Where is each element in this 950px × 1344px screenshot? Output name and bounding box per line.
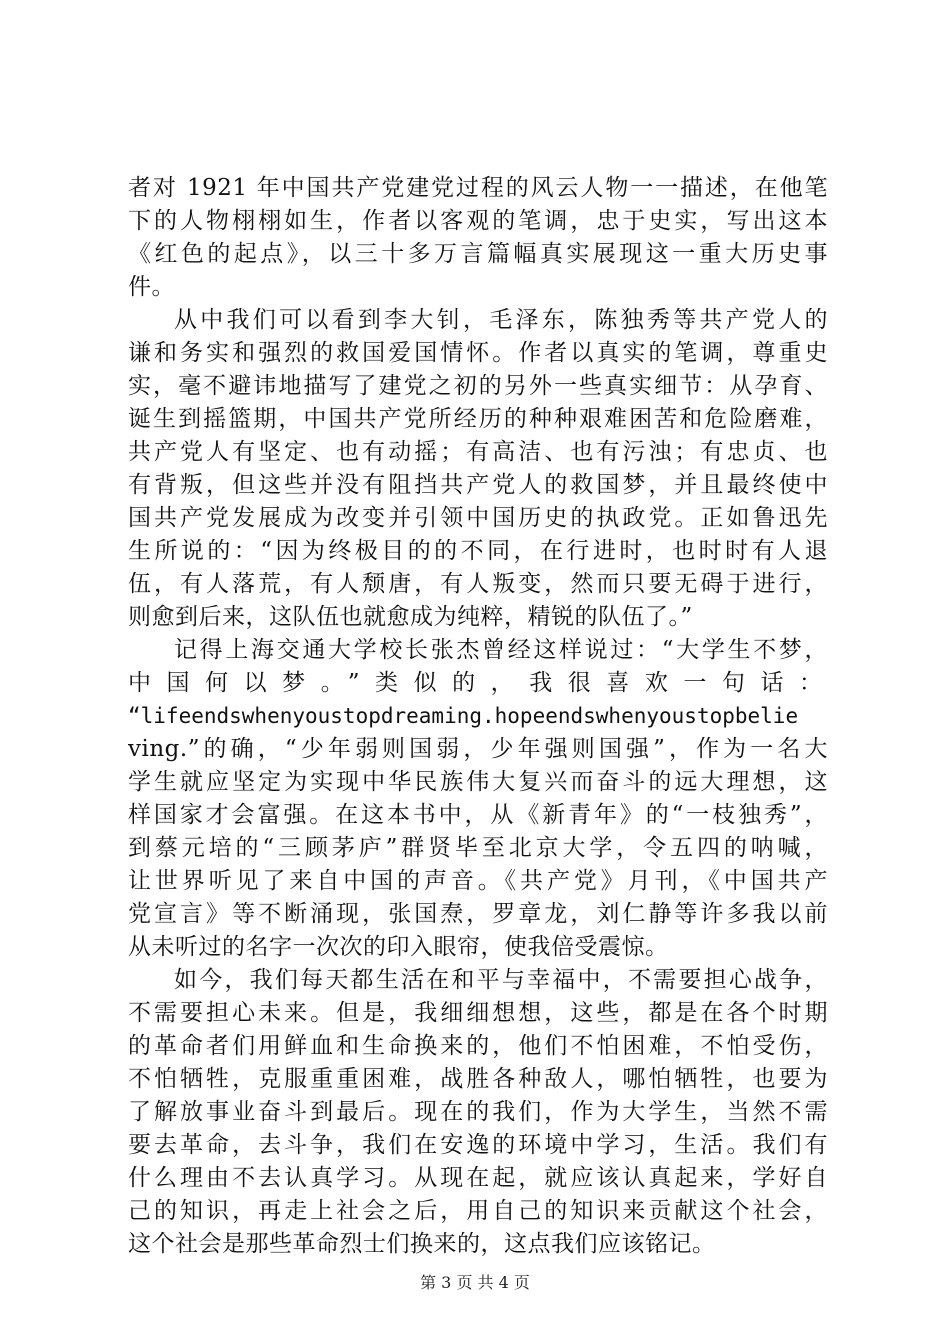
paragraph-2 — [128, 304, 828, 634]
text-line: 者对 1921 年中国共产党建党过程的风云人物一一描述，在他笔 — [128, 175, 828, 201]
text-line: 有背叛，但这些并没有阻挡共产党人的救国梦，并且最终使中 — [128, 472, 828, 498]
text-line: 国共产党发展成为改变并引领中国历史的执政党。正如鲁迅先 — [128, 505, 828, 531]
text-line: 诞生到摇篮期，中国共产党所经历的种种艰难困苦和危险磨难， — [128, 406, 828, 432]
paragraph-4 — [128, 964, 828, 1261]
text-line: 如今，我们每天都生活在和平与幸福中，不需要担心战争， — [174, 967, 828, 993]
paragraph-3 — [128, 634, 828, 964]
text-line: 不需要担心未来。但是，我细细想想，这些，都是在各个时期 — [128, 1000, 828, 1026]
text-line: 样国家才会富强。在这本书中，从《新青年》的“一枝独秀”， — [128, 802, 828, 828]
text-line: 到蔡元培的“三顾茅庐”群贤毕至北京大学，令五四的呐喊， — [128, 835, 828, 861]
text-line: 的革命者们用鲜血和生命换来的，他们不怕困难，不怕受伤， — [128, 1033, 828, 1059]
text-line: 这个社会是那些革命烈士们换来的，这点我们应该铭记。 — [128, 1231, 716, 1257]
text-line: 从未听过的名字一次次的印入眼帘，使我倍受震惊。 — [128, 934, 669, 960]
text-line: 要去革命，去斗争，我们在安逸的环境中学习，生活。我们有 — [128, 1132, 828, 1158]
text-line: 生所说的：“因为终极目的的不同，在行进时，也时时有人退 — [128, 538, 828, 564]
text-line: 记得上海交通大学校长张杰曾经这样说过：“大学生不梦， — [174, 637, 828, 663]
page-number: 第 3 页 共 4 页 — [420, 1273, 530, 1292]
text-line: 了解放事业奋斗到最后。现在的我们，作为大学生，当然不需 — [128, 1099, 828, 1125]
text-line: ving.”的确，“少年弱则国弱，少年强则国强”，作为一名大 — [128, 736, 828, 762]
text-line: 伍，有人落荒，有人颓唐，有人叛变，然而只要无碍于进行， — [128, 571, 828, 597]
text-line: 己的知识，再走上社会之后，用自己的知识来贡献这个社会， — [128, 1198, 828, 1224]
text-line: 件。 — [128, 274, 175, 300]
text-line: 党宣言》等不断涌现，张国焘，罗章龙，刘仁静等许多我以前 — [128, 901, 828, 927]
text-line: 实，毫不避讳地描写了建党之初的另外一些真实细节：从孕育、 — [128, 373, 828, 399]
text-line: “lifeendswhenyoustopdreaming.hopeendswhenyoustopbelie — [128, 704, 799, 728]
text-line: 《红色的起点》，以三十多万言篇幅真实展现这一重大历史事 — [128, 241, 828, 267]
text-line: 从中我们可以看到李大钊，毛泽东，陈独秀等共产党人的 — [174, 307, 828, 333]
text-line: 不怕牺牲，克服重重困难，战胜各种敌人，哪怕牺牲，也要为 — [128, 1066, 828, 1092]
text-line: 让世界听见了来自中国的声音。《共产党》月刊，《中国共产 — [128, 868, 828, 894]
text-line: 学生就应坚定为实现中华民族伟大复兴而奋斗的远大理想，这 — [128, 769, 828, 795]
text-line: 则愈到后来，这队伍也就愈成为纯粹，精锐的队伍了。” — [128, 604, 693, 630]
text-line: 共产党人有坚定、也有动摇；有高洁、也有污浊；有忠贞、也 — [128, 439, 828, 465]
text-line: 谦和务实和强烈的救国爱国情怀。作者以真实的笔调，尊重史 — [128, 340, 828, 366]
text-line: 下的人物栩栩如生，作者以客观的笔调，忠于史实，写出这本 — [128, 208, 828, 234]
document-body — [128, 172, 828, 1261]
text-line: 什么理由不去认真学习。从现在起，就应该认真起来，学好自 — [128, 1165, 828, 1191]
paragraph-1 — [128, 172, 828, 304]
text-line: 中国何以梦。”类似的，我很喜欢一句话： — [128, 670, 828, 696]
page-footer — [0, 1272, 950, 1294]
